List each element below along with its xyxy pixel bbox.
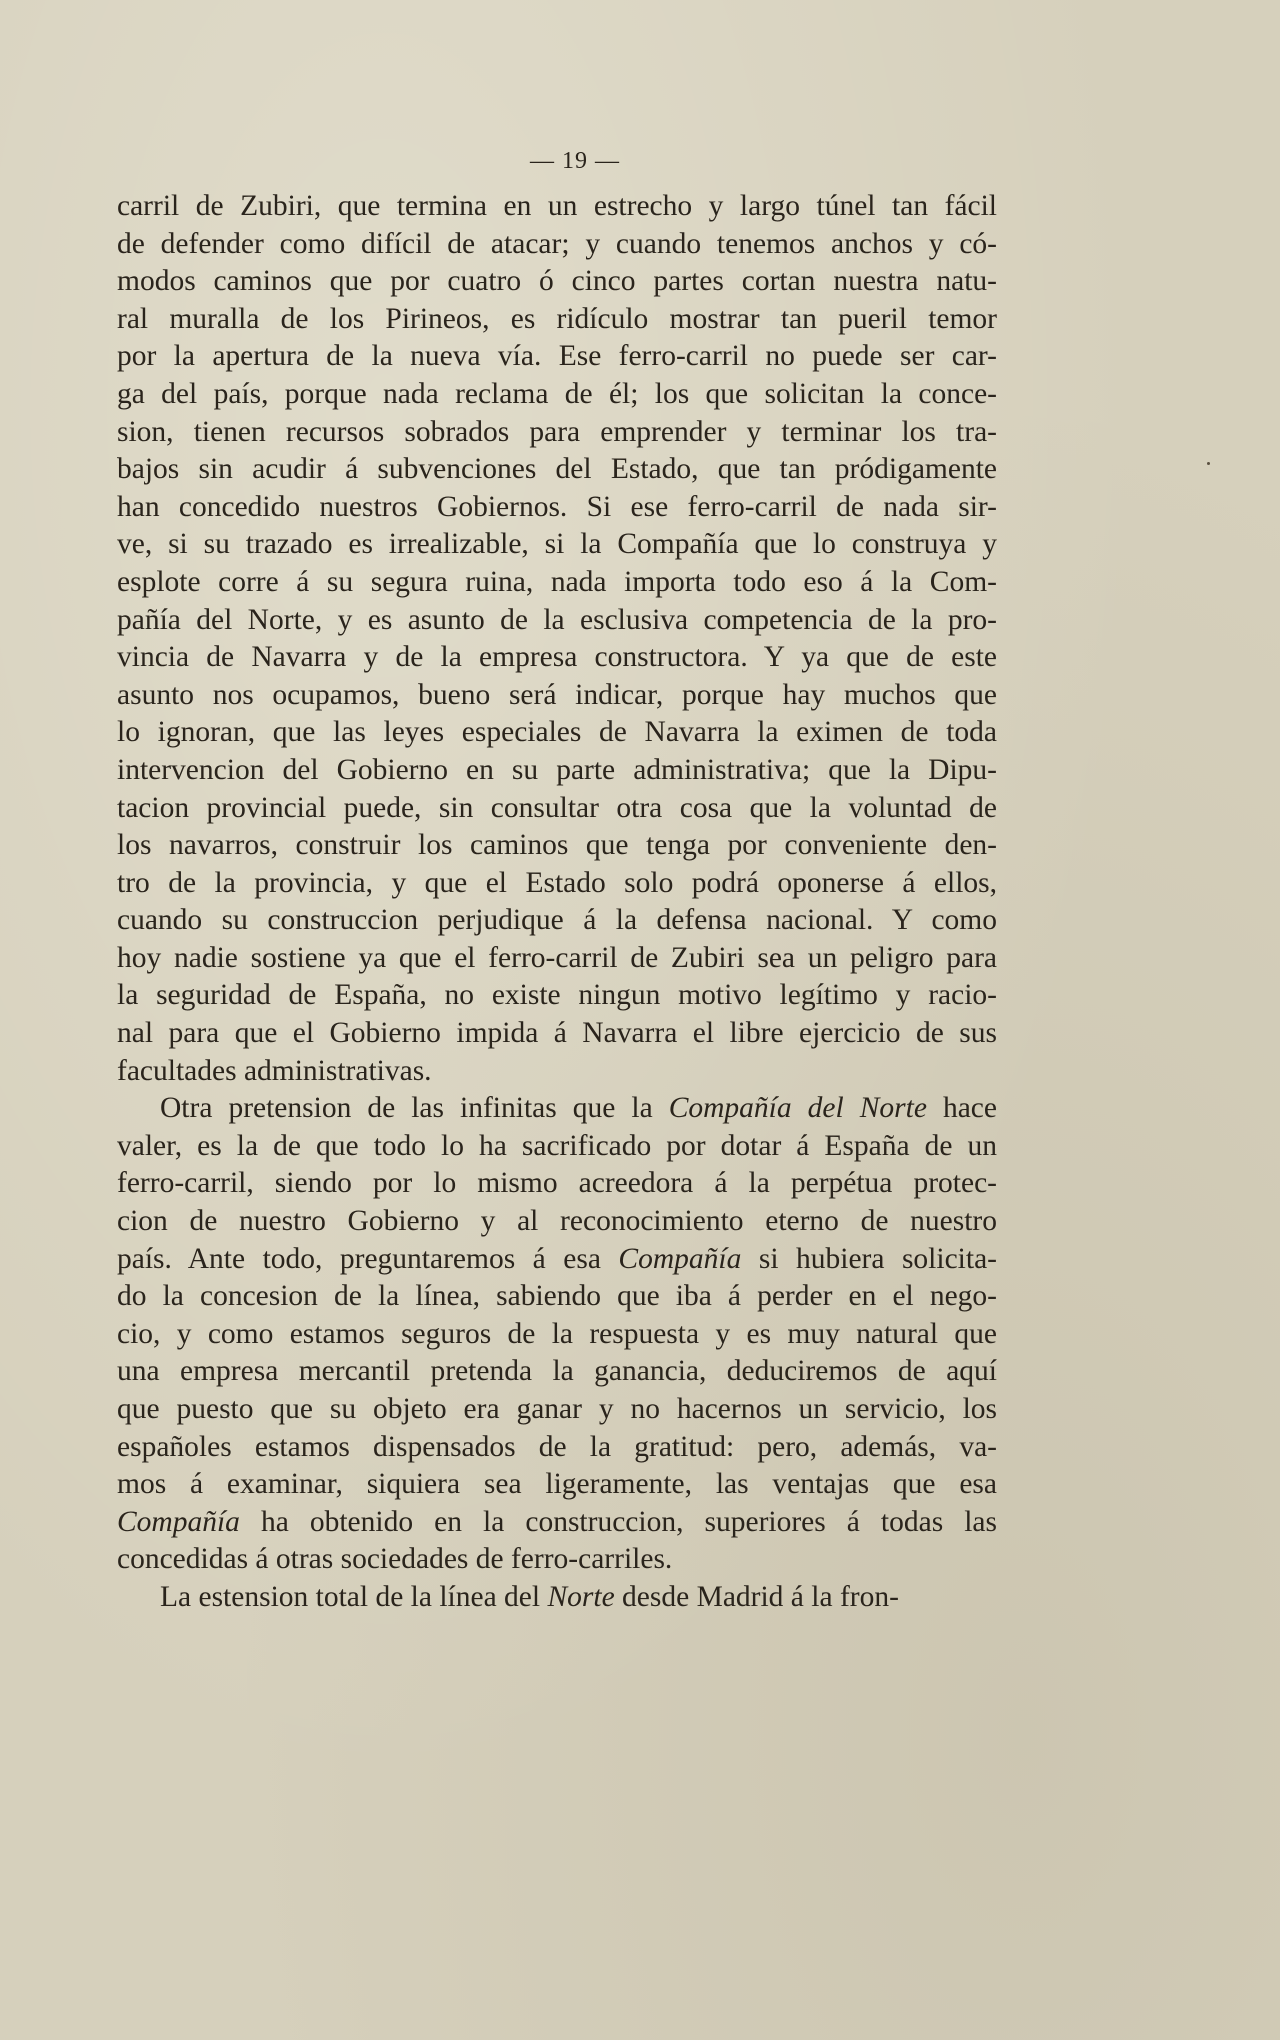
- text-line: los navarros, construir los caminos que tenga por conveniente den-: [117, 829, 997, 862]
- italic-company-name: Compañía del Norte: [668, 1092, 927, 1125]
- text-line: que puesto que su objeto era ganar y no hacernos un servicio, los: [117, 1393, 997, 1425]
- text-line: vincia de Navarra y de la empresa constructora. Y ya que de este: [117, 641, 997, 674]
- text-line: modos caminos que por cuatro ó cinco partes cortan nuestra natu-: [117, 265, 997, 298]
- italic-company-name: Compañía: [117, 1505, 240, 1538]
- text-line: ral muralla de los Pirineos, es ridículo mostrar tan pueril temor: [117, 302, 997, 335]
- page-number: — 19 —: [530, 148, 620, 174]
- text-line: lo ignoran, que las leyes especiales de Navarra la eximen de toda: [117, 716, 997, 749]
- text-line: do la concesion de la línea, sabiendo que iba á perder en el nego-: [117, 1280, 997, 1313]
- text-line: valer, es la de que todo lo ha sacrificado por dotar á España de un: [117, 1129, 997, 1162]
- text-line: cuando su construccion perjudique á la defensa nacional. Y como: [117, 904, 997, 937]
- text-line: facultades administrativas.: [117, 1054, 432, 1087]
- text-line: cio, y como estamos seguros de la respuesta y es muy natural que: [117, 1317, 997, 1350]
- text-line: ga del país, porque nada reclama de él; los que solicitan la conce-: [117, 377, 997, 410]
- text-line: de defender como difícil de atacar; y cuando tenemos anchos y có-: [117, 227, 997, 260]
- italic-railway-name: Norte: [547, 1580, 615, 1613]
- text-line: intervencion del Gobierno en su parte administrativa; que la Dipu-: [117, 753, 997, 786]
- text-line: cion de nuestro Gobierno y al reconocimiento eterno de nuestro: [117, 1205, 997, 1238]
- text-line: carril de Zubiri, que termina en un estrecho y largo túnel tan fácil: [117, 190, 997, 222]
- text-line: bajos sin acudir á subvenciones del Estado, que tan pródigamente: [117, 453, 997, 486]
- body-text: [117, 188, 997, 1617]
- text-line: mos á examinar, siquiera sea ligeramente, las ventajas que esa: [117, 1468, 997, 1501]
- text-line: españoles estamos dispensados de la gratitud: pero, además, va-: [117, 1430, 997, 1463]
- italic-company-name: Compañía: [618, 1242, 742, 1275]
- paper-speck: [1207, 462, 1210, 465]
- text-line: una empresa mercantil pretenda la ganancia, deduciremos de aquí: [117, 1355, 997, 1388]
- text-line: sion, tienen recursos sobrados para emprender y terminar los tra-: [117, 415, 997, 448]
- text-line: por la apertura de la nueva vía. Ese ferro-carril no puede ser car-: [117, 340, 997, 373]
- text-line: concedidas á otras sociedades de ferro-carriles.: [117, 1543, 673, 1576]
- text-line: asunto nos ocupamos, bueno será indicar, porque hay muchos que: [117, 678, 997, 711]
- text-line: Otra pretension de las infinitas que la Compañía del Norte hace: [160, 1092, 997, 1125]
- text-line: tacion provincial puede, sin consultar otra cosa que la voluntad de: [117, 791, 997, 824]
- text-line: ve, si su trazado es irrealizable, si la Compañía que lo construya y: [117, 528, 997, 561]
- text-line: la seguridad de España, no existe ningun motivo legítimo y racio-: [117, 979, 997, 1012]
- text-line: Compañía ha obtenido en la construccion, superiores á todas las: [117, 1505, 997, 1538]
- text-line: pañía del Norte, y es asunto de la esclusiva competencia de la pro-: [117, 603, 997, 636]
- text-line: La estension total de la línea del Norte desde Madrid á la fron-: [160, 1580, 899, 1613]
- text-line: ferro-carril, siendo por lo mismo acreedora á la perpétua protec-: [117, 1167, 997, 1200]
- text-line: nal para que el Gobierno impida á Navarra el libre ejercicio de sus: [117, 1017, 997, 1050]
- text-line: esplote corre á su segura ruina, nada importa todo eso á la Com-: [117, 565, 997, 598]
- text-line: país. Ante todo, preguntaremos á esa Compañía si hubiera solicita-: [117, 1242, 997, 1275]
- text-line: hoy nadie sostiene ya que el ferro-carril de Zubiri sea un peligro para: [117, 941, 997, 974]
- text-line: tro de la provincia, y que el Estado solo podrá oponerse á ellos,: [117, 866, 997, 899]
- text-line: han concedido nuestros Gobiernos. Si ese ferro-carril de nada sir-: [117, 490, 997, 523]
